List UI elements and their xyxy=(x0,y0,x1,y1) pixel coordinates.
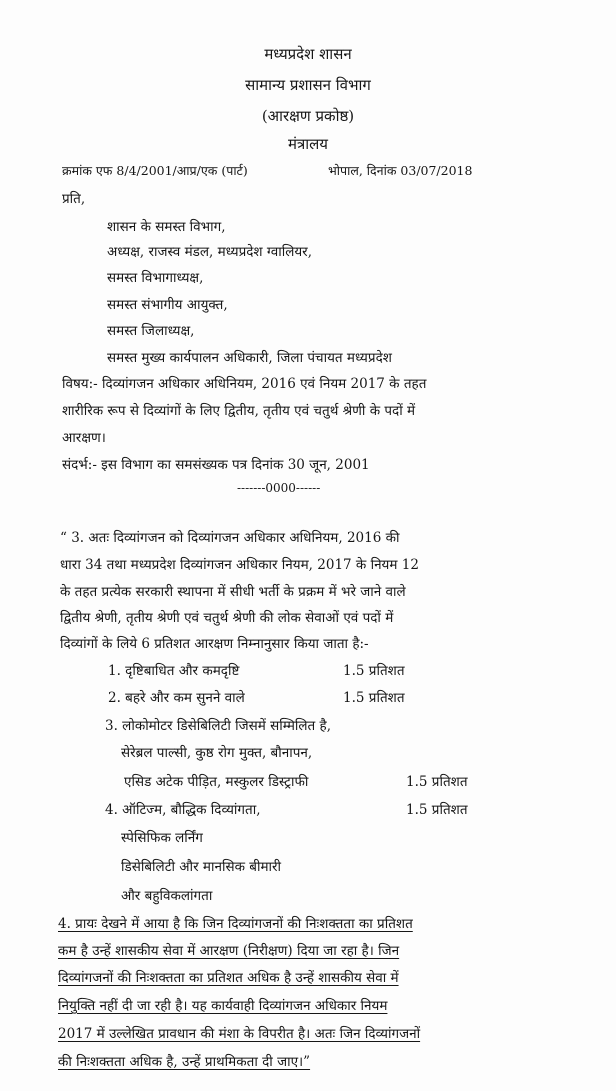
list-item: 4. ऑटिज्म, बौद्धिक दिव्यांगता, xyxy=(105,802,261,818)
list-item: 1. दृष्टिबाधित और कमदृष्टि xyxy=(108,663,240,679)
paragraph-line: दिव्यांगों के लिये 6 प्रतिशत आरक्षण निम्नानुसार किया जाता है:- xyxy=(60,636,369,652)
subject-line: विषय:- दिव्यांगजन अधिकार अधिनियम, 2016 एवं नियम 2017 के तहत xyxy=(62,376,427,392)
list-item-percent: 1.5 प्रतिशत xyxy=(343,663,405,679)
paragraph-line: नियुक्ति नहीं दी जा रही है। यह कार्यवाही दिव्यांगजन अधिकार नियम xyxy=(58,998,388,1014)
paragraph-line: 2017 में उल्लेखित प्रावधान की मंशा के विपरीत है। अतः जिन दिव्यांगजनों xyxy=(58,1026,421,1042)
recipient-item: शासन के समस्त विभाग, xyxy=(107,219,226,235)
recipient-item: समस्त विभागाध्यक्ष, xyxy=(107,270,204,286)
reference-line: संदर्भ:- इस विभाग का समसंख्यक पत्र दिनांक 30 जून, 2001 xyxy=(62,457,370,473)
paragraph-line: धारा 34 तथा मध्यप्रदेश दिव्यांगजन अधिकार नियम, 2017 के नियम 12 xyxy=(60,557,419,573)
header-department: सामान्य प्रशासन विभाग xyxy=(245,76,371,94)
list-item: और बहुविकलांगता xyxy=(121,888,213,904)
paragraph-line: द्वितीय श्रेणी, तृतीय श्रेणी एवं चतुर्थ श्रेणी की लोक सेवाओं एवं पदों में xyxy=(60,610,394,626)
place-date: भोपाल, दिनांक 03/07/2018 xyxy=(328,163,473,178)
list-item-percent: 1.5 प्रतिशत xyxy=(406,774,468,790)
recipient-item: समस्त संभागीय आयुक्त, xyxy=(107,297,228,313)
list-item: सेरेब्रल पाल्सी, कुष्ठ रोग मुक्त, बौनापन, xyxy=(121,745,313,761)
recipient-item: अध्यक्ष, राजस्व मंडल, मध्यप्रदेश ग्वालियर, xyxy=(107,244,312,260)
recipient-item: समस्त मुख्य कार्यपालन अधिकारी, जिला पंचायत मध्यप्रदेश xyxy=(107,350,392,366)
header-cell: (आरक्षण प्रकोष्ठ) xyxy=(261,107,355,125)
paragraph-line: 4. प्रायः देखने में आया है कि जिन दिव्यांगजनों की निःशक्तता का प्रतिशत xyxy=(58,916,413,932)
header-government: मध्यप्रदेश शासन xyxy=(264,45,352,63)
recipient-item: समस्त जिलाध्यक्ष, xyxy=(107,323,195,339)
divider: -------0000------ xyxy=(237,481,321,495)
paragraph-line: “ 3. अतः दिव्यांगजन को दिव्यांगजन अधिकार अधिनियम, 2016 की xyxy=(60,530,400,546)
subject-line: आरक्षण। xyxy=(62,430,106,446)
list-item: एसिड अटेक पीड़ित, मस्कुलर डिस्ट्राफी xyxy=(124,774,309,790)
paragraph-line: कम है उन्हें शासकीय सेवा में आरक्षण (निरीक्षण) दिया जा रहा है। जिन xyxy=(58,943,400,959)
paragraph-line: दिव्यांगजनों की निःशक्तता का प्रतिशत अधिक है उन्हें शासकीय सेवा में xyxy=(58,970,399,986)
list-item: 3. लोकोमोटर डिसेबिलिटी जिसमें सम्मिलित है, xyxy=(105,718,331,734)
list-item: स्पेसिफिक लर्निंग xyxy=(121,830,203,846)
list-item-percent: 1.5 प्रतिशत xyxy=(343,690,405,706)
paragraph-line: के तहत प्रत्येक सरकारी स्थापना में सीधी भर्ती के प्रक्रम में भरे जाने वाले xyxy=(60,584,406,600)
to-label: प्रति, xyxy=(62,191,86,207)
list-item: 2. बहरे और कम सुनने वाले xyxy=(108,690,245,706)
reference-number: क्रमांक एफ 8/4/2001/आप्र/एक (पार्ट) xyxy=(62,163,248,178)
list-item: डिसेबिलिटी और मानसिक बीमारी xyxy=(121,859,282,875)
header-ministry: मंत्रालय xyxy=(287,135,328,153)
subject-line: शारीरिक रूप से दिव्यांगों के लिए द्वितीय, तृतीय एवं चतुर्थ श्रेणी के पदों में xyxy=(62,403,416,419)
list-item-percent: 1.5 प्रतिशत xyxy=(406,802,468,818)
paragraph-line: की निःशक्तता अधिक है, उन्हें प्राथमिकता दी जाए।” xyxy=(58,1054,311,1070)
